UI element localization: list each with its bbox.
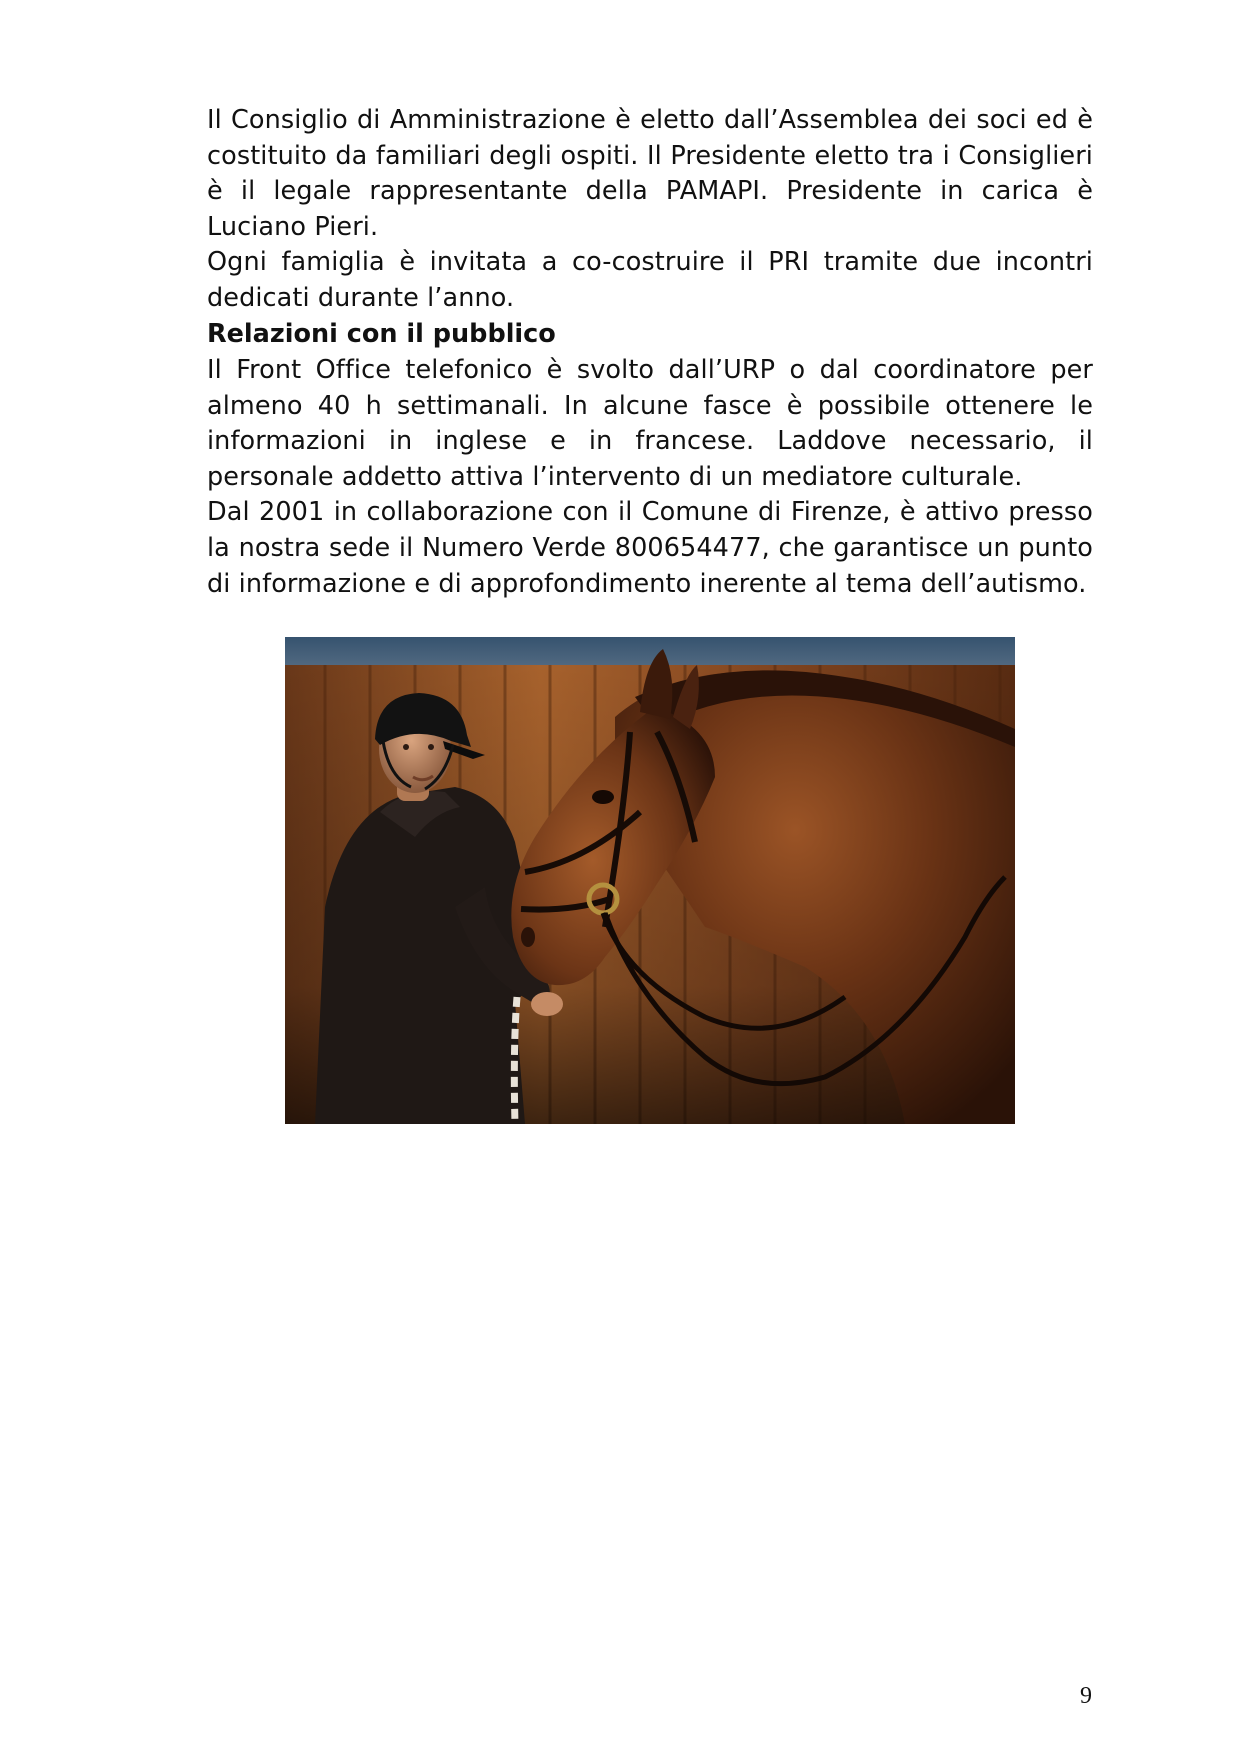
public-relations-text <box>207 353 1093 602</box>
intro-text <box>207 103 1093 317</box>
intro-paragraph-families: Ogni famiglia è invitata a co-costruire il PRI tramite due incontri dedicati durante l’anno. <box>207 247 1093 313</box>
public-relations-paragraph-front-office: Il Front Office telefonico è svolto dall’URP o dal coordinatore per almeno 40 h settimanali. In alcune fasce è possibile ottenere le informazioni in inglese e in francese. Laddove necessario, il personale addetto attiva l’intervento di un mediatore culturale. <box>207 355 1093 492</box>
photo-illustration <box>285 637 1015 1124</box>
section-heading-public-relations: Relazioni con il pubblico <box>207 319 556 349</box>
public-relations-paragraph-toll-free: Dal 2001 in collaborazione con il Comune di Firenze, è attivo presso la nostra sede il Numero Verde 800654477, che garantisce un punto di informazione e di approfondimento inerente al tema dell’autismo. <box>207 497 1093 599</box>
intro-paragraph-board: Il Consiglio di Amministrazione è eletto dall’Assemblea dei soci ed è costituito da familiari degli ospiti. Il Presidente eletto tra i Consiglieri è il legale rappresentante della PAMAPI. Presidente in carica è Luciano Pieri. <box>207 105 1093 242</box>
horse-therapy-photo <box>285 637 1015 1124</box>
page-number: 9 <box>1080 1683 1092 1709</box>
